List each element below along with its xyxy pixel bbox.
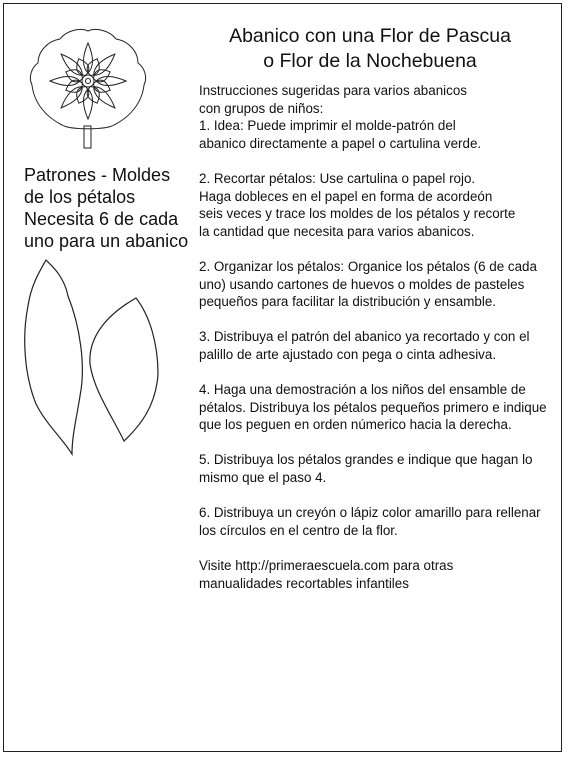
instruction-line: la cantidad que necesita para varios abanicos. bbox=[199, 223, 475, 239]
instruction-line: que los peguen en orden númerico hacia la derecha. bbox=[199, 417, 512, 433]
instruction-line: 2. Recortar pétalos: Use cartulina o papel rojo. bbox=[199, 170, 476, 186]
instruction-line: 4. Haga una demostración a los niños del ensamble de bbox=[199, 382, 526, 398]
instruction-paragraph bbox=[199, 451, 549, 486]
page-title bbox=[200, 24, 540, 74]
caption-line: uno para un abanico bbox=[24, 231, 189, 251]
instruction-line: pétalos. Distribuya los pétalos pequeños primero e indique bbox=[199, 399, 547, 415]
poinsettia-fan-icon bbox=[24, 25, 154, 150]
instruction-paragraph bbox=[199, 381, 549, 434]
instruction-paragraph bbox=[199, 504, 549, 539]
instruction-line: Visite http://primeraescuela.com para otras bbox=[199, 558, 454, 574]
instruction-line: 1. Idea: Puede imprimir el molde-patrón del bbox=[199, 118, 456, 134]
caption-line: de los pétalos bbox=[24, 187, 136, 207]
instruction-paragraph bbox=[199, 258, 549, 311]
instruction-line: los círculos en el centro de la flor. bbox=[199, 522, 398, 538]
instruction-line: Instrucciones sugeridas para varios abanicos bbox=[199, 83, 467, 98]
caption-line: Necesita 6 de cada bbox=[24, 209, 179, 229]
instruction-line: 5. Distribuya los pétalos grandes e indique que hagan lo bbox=[199, 452, 533, 468]
title-line: o Flor de la Nochebuena bbox=[263, 50, 477, 72]
instruction-line: pequeños para facilitar la distribución y ensamble. bbox=[199, 294, 496, 310]
instruction-line: 2. Organizar los pétalos: Organice los pétalos (6 de cada bbox=[199, 258, 537, 274]
petal-patterns-caption bbox=[24, 164, 194, 252]
instruction-line: 3. Distribuya el patrón del abanico ya recortado y con el bbox=[199, 329, 530, 345]
instruction-paragraph bbox=[199, 557, 549, 592]
caption-line: Patrones - Moldes bbox=[24, 165, 171, 185]
instruction-line: Haga dobleces en el papel en forma de acordeón bbox=[199, 188, 493, 204]
instruction-paragraph bbox=[199, 82, 549, 152]
instruction-line: mismo que el paso 4. bbox=[199, 470, 327, 486]
instruction-line: 6. Distribuya un creyón o lápiz color amarillo para rellenar bbox=[199, 505, 541, 521]
instruction-line: seis veces y trace los moldes de los pétalos y recorte bbox=[199, 206, 516, 222]
petal-outline-icon bbox=[18, 256, 188, 461]
instruction-line: palillo de arte ajustado con pega o cinta adhesiva. bbox=[199, 346, 497, 362]
title-line: Abanico con una Flor de Pascua bbox=[229, 25, 511, 47]
instruction-line: manualidades recortables infantiles bbox=[199, 575, 409, 591]
instruction-line: abanico directamente a papel o cartulina verde. bbox=[199, 135, 482, 151]
instruction-line: uno) usando cartones de huevos o moldes de pasteles bbox=[199, 276, 525, 292]
instruction-line: con grupos de niños: bbox=[199, 100, 324, 116]
instruction-paragraph bbox=[199, 170, 549, 240]
instruction-paragraph bbox=[199, 328, 549, 363]
instructions-text bbox=[199, 82, 549, 610]
